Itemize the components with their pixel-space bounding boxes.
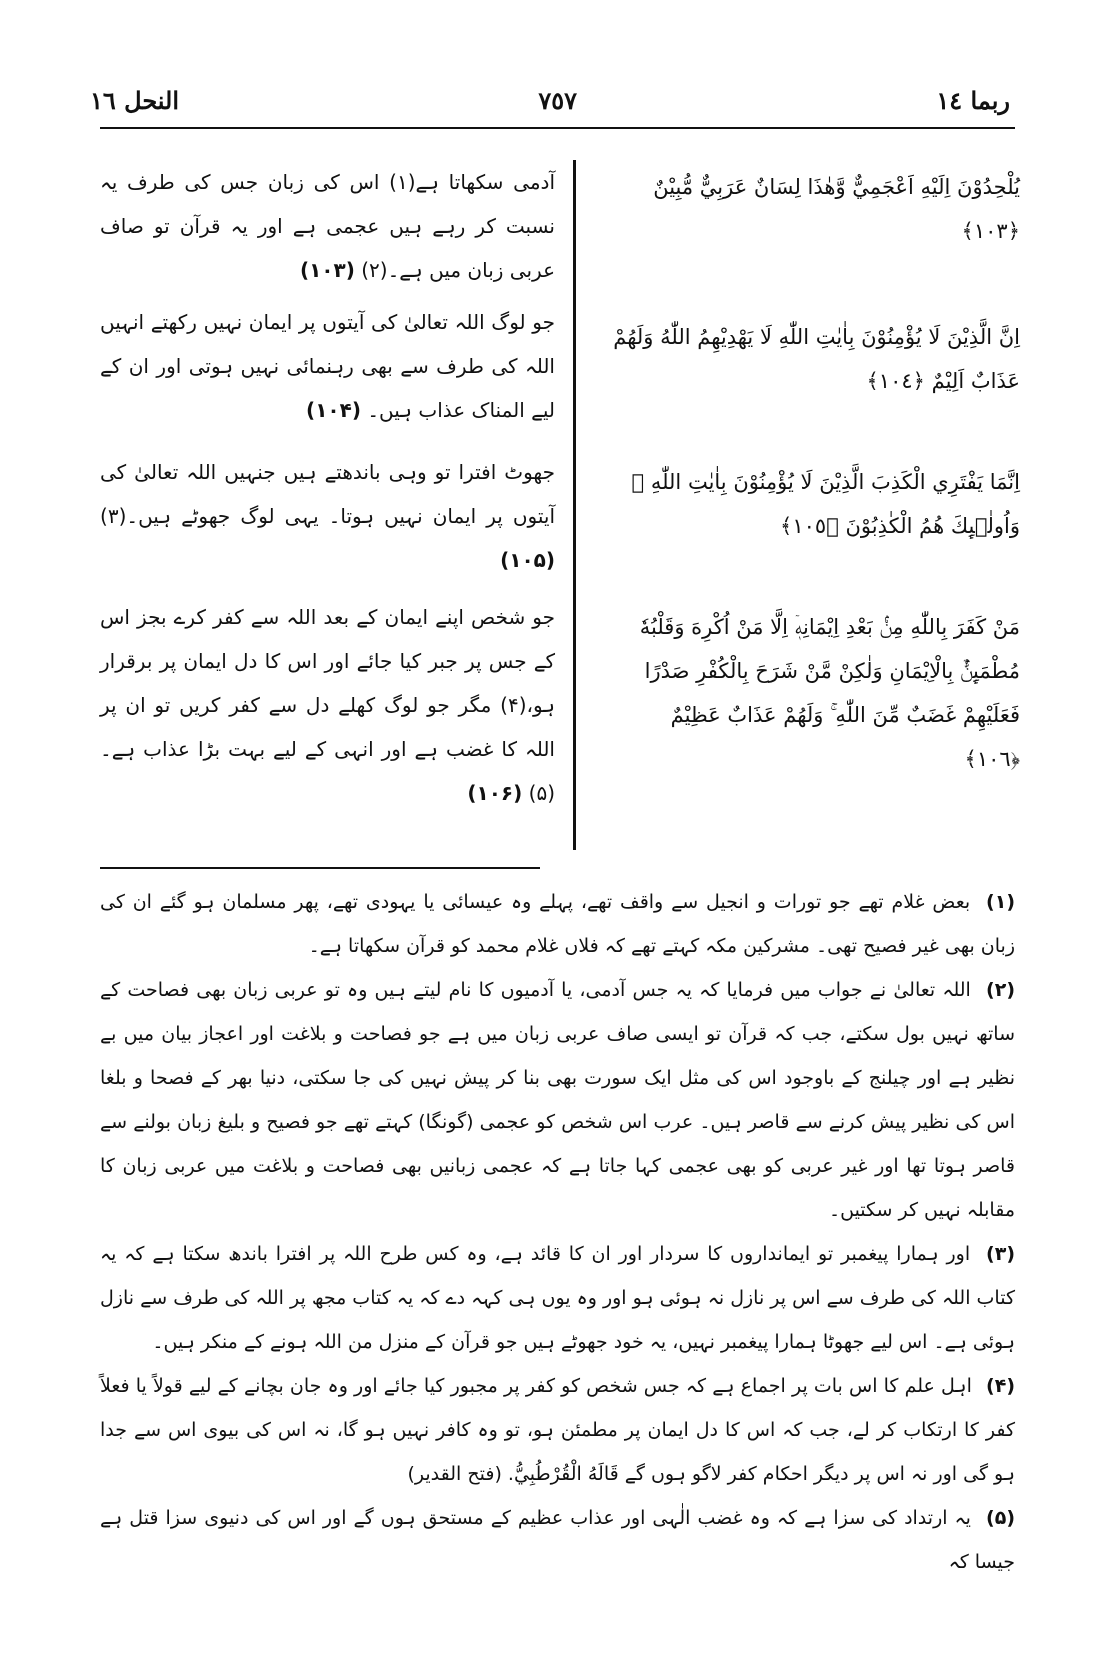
footnotes — [100, 880, 1015, 1584]
juz-name: ربما ١٤ — [936, 85, 1010, 115]
page-header — [90, 75, 1010, 125]
verse-ref: (۱۰۴) — [306, 398, 361, 422]
footnote-divider — [100, 867, 540, 869]
footnote-text: یہ ارتداد کی سزا ہے کہ وہ غضب الٰہی اور عذاب عظیم کے مستحق ہوں گے اور اس کی دنیوی سزا قتل ہے جیسا کہ — [100, 1507, 1015, 1573]
page-number: ٧٥٧ — [538, 85, 578, 115]
translation-text: آدمی سکھاتا ہے(۱) اس کی زبان جس کی طرف یہ نسبت کر رہے ہیں عجمی ہے اور یہ قرآن تو صاف عربی زبان میں ہے۔(۲) — [100, 170, 555, 282]
footnote-3 — [100, 1232, 1015, 1364]
translation-text: جو لوگ اللہ تعالیٰ کی آیتوں پر ایمان نہیں رکھتے انہیں اللہ کی طرف سے بھی رہنمائی نہیں ہوتی اور ان کے لیے المناک عذاب ہیں۔ — [100, 310, 555, 422]
translation-106 — [100, 595, 555, 815]
footnote-text: اور ہمارا پیغمبر تو ایمانداروں کا سردار اور ان کا قائد ہے، وہ کس طرح اللہ پر افترا باندھ سکتا ہے کہ یہ کتاب اللہ کی طرف سے اس پر نازل نہ ہوئی ہو اور وہ یوں ہی کہہ دے کہ یہ کتاب مجھ پر اللہ کی طرف سے نازل ہوئی ہے۔ اس لیے جھوٹا ہمارا پیغمبر نہیں، یہ خود جھوٹے ہیں جو قرآن کے منزل من اللہ ہونے کے منکر ہیں۔ — [100, 1243, 1015, 1353]
footnote-5 — [100, 1496, 1015, 1584]
translation-text: جھوٹ افترا تو وہی باندھتے ہیں جنہیں اللہ تعالیٰ کی آیتوں پر ایمان نہیں ہوتا۔ یہی لوگ جھوٹے ہیں۔(۳) — [100, 460, 555, 528]
footnote-1 — [100, 880, 1015, 968]
verse-105: اِنَّمَا يَفْتَرِي الْكَذِبَ الَّذِيْنَ لَا يُؤْمِنُوْنَ بِاٰيٰتِ اللّٰهِ ۚ وَاُولٰۗىِٕكَ هُمُ الْكٰذِبُوْنَ ﴿١٠٥﴾ — [631, 470, 1020, 538]
footnote-number: (۵) — [986, 1507, 1016, 1529]
footnote-number: (۳) — [986, 1243, 1015, 1265]
column-divider — [573, 160, 576, 850]
verse-ref: (۱۰۳) — [299, 258, 355, 282]
translation-103 — [100, 160, 555, 292]
footnote-text: بعض غلام تھے جو تورات و انجیل سے واقف تھے، پہلے وہ عیسائی یا یہودی تھے، پھر مسلمان ہو گئے ان کی زبان بھی غیر فصیح تھی۔ مشرکین مکہ کہتے تھے کہ فلاں غلام محمد کو قرآن سکھاتا ہے۔ — [100, 891, 1015, 957]
translation-text: جو شخص اپنے ایمان کے بعد اللہ سے کفر کرے بجز اس کے جس پر جبر کیا جائے اور اس کا دل ایمان پر برقرار ہو،(۴) مگر جو لوگ کھلے دل سے کفر کریں تو ان پر اللہ کا غضب ہے اور انہی کے لیے بہت بڑا عذاب ہے۔(۵) — [100, 605, 555, 805]
verse-ref: (۱۰۶) — [467, 781, 523, 805]
footnote-text: اللہ تعالیٰ نے جواب میں فرمایا کہ یہ جس آدمی، یا آدمیوں کا نام لیتے ہیں وہ تو عربی زبان بھی فصاحت کے ساتھ نہیں بول سکتے، جب کہ قرآن تو ایسی صاف عربی زبان میں ہے جو فصاحت و بلاغت اور اعجاز بیان میں بے نظیر ہے اور چیلنج کے باوجود اس کی مثل ایک سورت بھی بنا کر پیش نہیں کی جا سکتی، دنیا بھر کے فصحا و بلغا اس کی نظیر پیش کرنے سے قاصر ہیں۔ عرب اس شخص کو عجمی (گونگا) کہتے تھے جو فصیح و بلیغ زبان بولنے سے قاصر ہوتا تھا اور غیر عربی کو بھی عجمی کہا جاتا ہے کہ عجمی زبانیں بھی فصاحت و بلاغت میں عربی زبان کا مقابلہ نہیں کر سکتیں۔ — [100, 979, 1015, 1221]
footnote-number: (۲) — [986, 979, 1015, 1001]
translation-104 — [100, 300, 555, 432]
footnote-2 — [100, 968, 1015, 1232]
footnote-number: (۱) — [986, 891, 1016, 913]
verse-103: يُلْحِدُوْنَ اِلَيْهِ اَعْجَمِيٌّ وَّهٰذَا لِسَانٌ عَرَبِيٌّ مُّبِيْنٌ ﴿١٠٣﴾ — [653, 175, 1020, 243]
footnote-4 — [100, 1364, 1015, 1496]
header-divider — [100, 127, 1015, 129]
surah-name: النحل ١٦ — [90, 85, 180, 115]
verse-106: مَنْ كَفَرَ بِاللّٰهِ مِنْۢ بَعْدِ اِيْمَانِهٖۤ اِلَّا مَنْ اُكْرِهَ وَقَلْبُهٗ مُطْمَىِٕنٌّۢ بِالْاِيْمَانِ وَلٰكِنْ مَّنْ شَرَحَ بِالْكُفْرِ صَدْرًا فَعَلَيْهِمْ غَضَبٌ مِّنَ اللّٰهِ ۚ وَلَهُمْ عَذَابٌ عَظِيْمٌ ﴿١٠٦﴾ — [639, 615, 1020, 771]
verse-104: اِنَّ الَّذِيْنَ لَا يُؤْمِنُوْنَ بِاٰيٰتِ اللّٰهِ لَا يَهْدِيْهِمُ اللّٰهُ وَلَهُمْ عَذَابٌ اَلِيْمٌ ﴿١٠٤﴾ — [613, 325, 1020, 393]
verse-ref: (۱۰۵) — [500, 548, 555, 572]
translation-105 — [100, 450, 555, 582]
footnote-number: (۴) — [986, 1375, 1015, 1397]
footnote-text: اہل علم کا اس بات پر اجماع ہے کہ جس شخص کو کفر پر مجبور کیا جائے اور وہ جان بچانے کے لیے قولاً یا فعلاً کفر کا ارتکاب کر لے، جب کہ اس کا دل ایمان پر مطمئن ہو، تو وہ کافر نہیں ہو گا، نہ اس کی بیوی اس سے جدا ہو گی اور نہ اس پر دیگر احکام کفر لاگو ہوں گے قَالَهُ الْقُرْطُبِيُّ. (فتح القدیر) — [100, 1375, 1015, 1485]
